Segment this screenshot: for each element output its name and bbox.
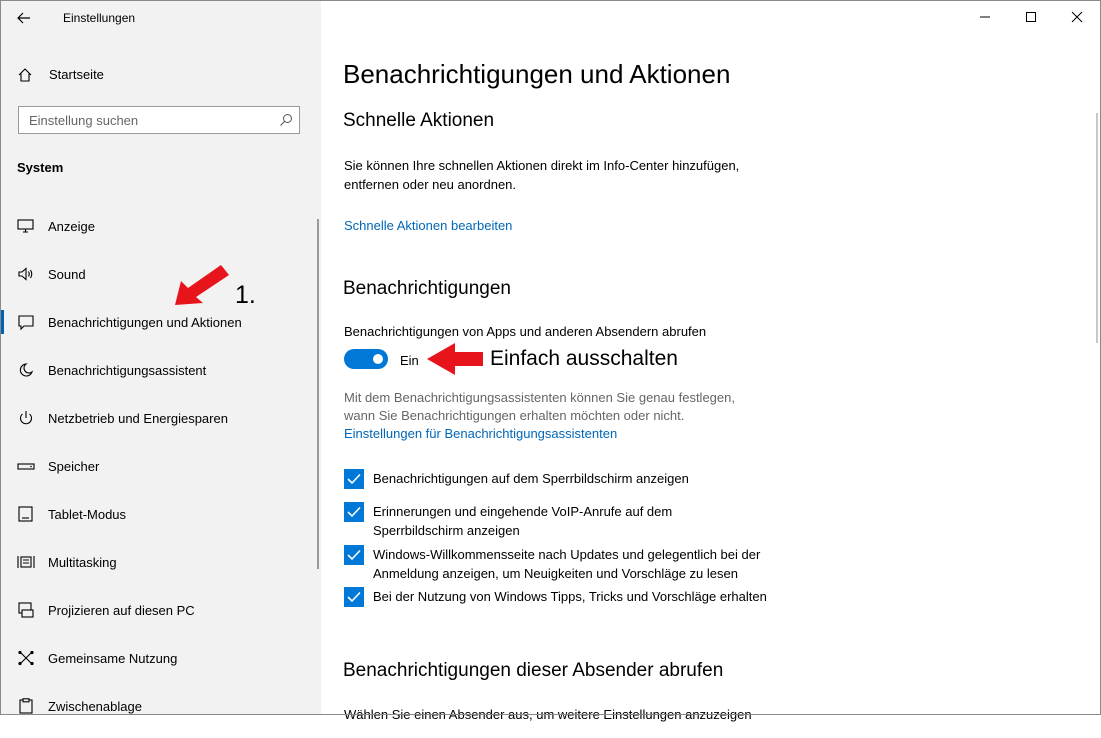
assistant-desc-line2: wann Sie Benachrichtigungen erhalten möchten oder nicht. (344, 408, 685, 423)
sidebar-item-speicher[interactable] (1, 450, 321, 498)
search-input[interactable] (29, 111, 269, 129)
maximize-button[interactable] (1008, 1, 1054, 33)
sidebar-item-sound[interactable] (1, 258, 321, 306)
sidebar-item-label: Anzeige (48, 219, 95, 234)
search-icon[interactable] (279, 113, 293, 127)
titlebar-left (1, 1, 321, 35)
main-content (321, 1, 1100, 722)
sidebar-item-projizieren[interactable] (1, 594, 321, 642)
checkbox-label: Windows-Willkommensseite nach Updates und gelegentlich bei der (373, 547, 761, 562)
back-button[interactable] (13, 7, 35, 29)
checkbox-welcome[interactable] (344, 545, 364, 565)
project-icon (17, 602, 35, 618)
annotation-arrow-1 (171, 263, 233, 309)
checkmark-icon (347, 549, 361, 561)
monitor-icon (17, 218, 35, 234)
annotation-step-1: 1. (235, 281, 256, 309)
moon-icon (17, 362, 35, 378)
sidebar-item-label: Netzbetrieb und Energiesparen (48, 411, 228, 426)
senders-desc-partial: Wählen Sie einen Absender aus, um weitere Einstellungen anzuzeigen (344, 707, 752, 722)
toggle-knob (373, 354, 383, 364)
checkbox-lockscreen[interactable] (344, 469, 364, 489)
close-icon (1072, 12, 1082, 22)
selection-indicator (1, 310, 4, 334)
close-button[interactable] (1054, 1, 1100, 33)
main-scrollbar[interactable] (1096, 113, 1098, 343)
heading-quick-actions: Schnelle Aktionen (343, 110, 495, 131)
page-title: Benachrichtigungen und Aktionen (343, 59, 731, 89)
window-title: Einstellungen (63, 11, 136, 25)
notifications-toggle[interactable] (344, 349, 388, 369)
checkbox-label-line2: Anmeldung anzeigen, um Neuigkeiten und Vorschläge zu lesen (373, 566, 738, 581)
minimize-icon (980, 12, 990, 22)
checkbox-label-line2: Sperrbildschirm anzeigen (373, 523, 520, 538)
checkbox-label: Benachrichtigungen auf dem Sperrbildschirm anzeigen (373, 471, 689, 486)
sidebar-item-label: Benachrichtigungen und Aktionen (48, 315, 242, 330)
sidebar-item-tablet-modus[interactable] (1, 498, 321, 546)
back-arrow-icon (17, 12, 31, 24)
edit-quick-actions-link[interactable]: Schnelle Aktionen bearbeiten (344, 218, 513, 233)
settings-search-box[interactable] (18, 106, 300, 134)
home-icon (17, 67, 33, 83)
sidebar-item-gemeinsame-nutzung[interactable] (1, 642, 321, 690)
sidebar-item-label: Tablet-Modus (48, 507, 127, 522)
sidebar-item-label: Multitasking (48, 555, 117, 570)
section-label-system: System (17, 160, 64, 175)
assistant-settings-link[interactable]: Einstellungen für Benachrichtigungsassistenten (344, 426, 618, 441)
tablet-icon (17, 506, 35, 522)
sidebar-item-zwischenablage[interactable] (1, 690, 321, 738)
checkmark-icon (347, 591, 361, 603)
sidebar-item-label: Zwischenablage (48, 699, 142, 714)
speaker-icon (17, 266, 35, 282)
sidebar-nav-list (1, 210, 321, 738)
checkmark-icon (347, 506, 361, 518)
multitasking-icon (17, 554, 35, 570)
sidebar-item-multitasking[interactable] (1, 546, 321, 594)
sidebar-scrollbar[interactable] (317, 219, 319, 569)
checkbox-label: Bei der Nutzung von Windows Tipps, Tricks und Vorschläge erhalten (373, 589, 767, 604)
checkmark-icon (347, 473, 361, 485)
notifications-toggle-label: Benachrichtigungen von Apps und anderen Absendern abrufen (344, 324, 707, 339)
checkbox-label: Erinnerungen und eingehende VoIP-Anrufe auf dem (373, 504, 673, 519)
sidebar-item-label: Gemeinsame Nutzung (48, 651, 178, 666)
power-icon (17, 410, 35, 426)
home-nav-item[interactable] (1, 59, 321, 91)
quick-actions-desc-line2: entfernen oder neu anordnen. (344, 177, 517, 192)
assistant-desc-line1: Mit dem Benachrichtigungsassistenten können Sie genau festlegen, (344, 390, 735, 405)
minimize-button[interactable] (962, 1, 1008, 33)
sidebar-item-benachrichtigungsassistent[interactable] (1, 354, 321, 402)
clipboard-icon (17, 698, 35, 714)
toggle-state-label: Ein (400, 353, 419, 368)
sidebar-item-label: Sound (48, 267, 86, 282)
sidebar-item-label: Benachrichtigungsassistent (48, 363, 207, 378)
sidebar-item-netzbetrieb[interactable] (1, 402, 321, 450)
share-icon (17, 650, 35, 666)
sidebar-item-label: Speicher (48, 459, 100, 474)
annotation-arrow-2 (425, 341, 485, 377)
storage-icon (17, 458, 35, 474)
window-controls (962, 1, 1100, 33)
annotation-hint: Einfach ausschalten (490, 347, 678, 370)
home-label: Startseite (49, 67, 104, 82)
quick-actions-desc-line1: Sie können Ihre schnellen Aktionen direkt im Info-Center hinzufügen, (344, 158, 740, 173)
sidebar-item-benachrichtigungen[interactable] (1, 306, 321, 354)
sidebar (1, 1, 321, 714)
sidebar-item-anzeige[interactable] (1, 210, 321, 258)
maximize-icon (1026, 12, 1036, 22)
heading-senders: Benachrichtigungen dieser Absender abrufen (343, 660, 724, 681)
heading-notifications: Benachrichtigungen (343, 278, 511, 299)
checkbox-voip[interactable] (344, 502, 364, 522)
sidebar-item-label: Projizieren auf diesen PC (48, 603, 195, 618)
notification-icon (17, 314, 35, 330)
checkbox-tips[interactable] (344, 587, 364, 607)
